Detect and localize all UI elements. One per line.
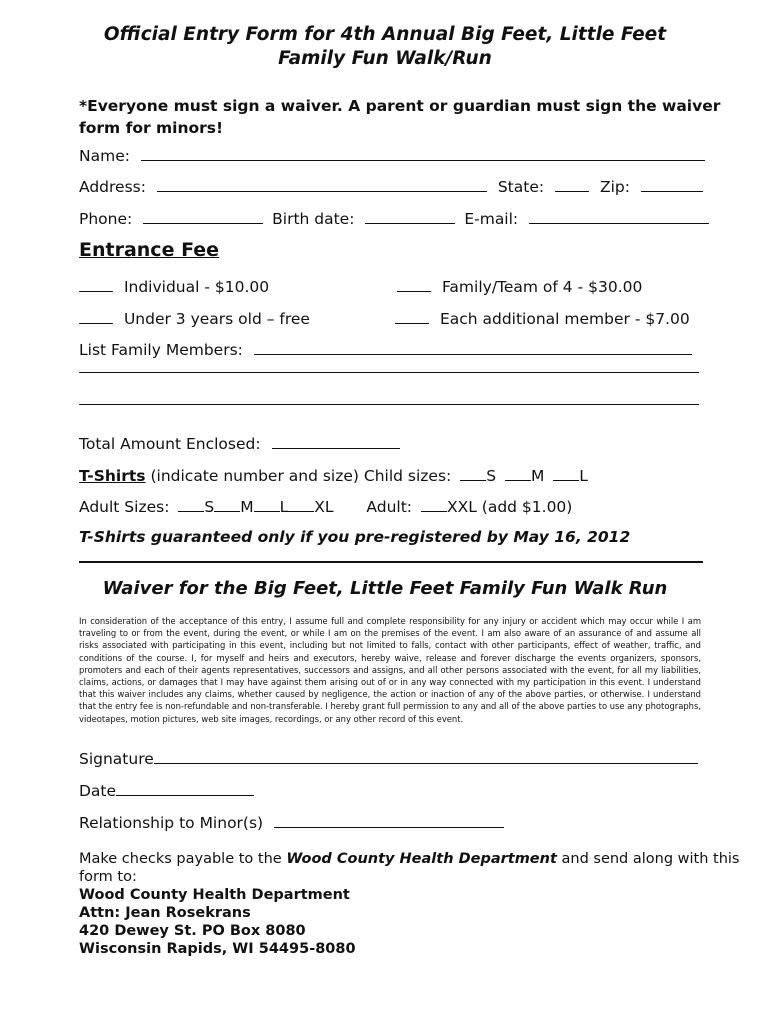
- name-field[interactable]: [141, 146, 705, 161]
- address-row: [79, 177, 703, 196]
- email-field[interactable]: [529, 209, 709, 224]
- additional-label: Each additional member - $7.00: [439, 310, 690, 328]
- family-team-blank[interactable]: [397, 277, 431, 292]
- relationship-label: Relationship to Minor(s): [79, 814, 264, 832]
- family-members-row: [79, 340, 692, 359]
- form-title-line2: Family Fun Walk/Run: [278, 48, 492, 69]
- adult-m-blank[interactable]: [214, 497, 240, 512]
- child-l-label: L: [579, 467, 588, 485]
- under3-label: Under 3 years old – free: [123, 310, 310, 328]
- family-members-field[interactable]: [254, 340, 692, 355]
- state-field[interactable]: [555, 177, 589, 192]
- waiver-notice-line2: form for minors!: [79, 119, 224, 137]
- fee-family-row: [397, 277, 642, 296]
- phone-label: Phone:: [79, 210, 133, 228]
- mailing-address-line1: Wood County Health Department: [79, 887, 350, 903]
- email-label: E-mail:: [464, 210, 519, 228]
- individual-label: Individual - $10.00: [123, 278, 270, 296]
- payment-pre-text: Make checks payable to the: [79, 851, 282, 867]
- mailing-address-line4: Wisconsin Rapids, WI 54495-8080: [79, 941, 356, 957]
- waiver-body-text: In consideration of the acceptance of this entry, I assume full and complete responsibility for any injury or accident which may occur while I am traveling to or from the event, during the event, or while I am on the premises of the event. I am also aware of an assurance of and assume all risks associated with participating in this event, including but not limited to falls, contact with other participants, effect of weather, traffic, and conditions of the course. I, for myself and heirs and executors, hereby waive, release and forever discharge the events organizers, sponsors, promoters and each of their agents representatives, successors and assigns, and all other persons associated with the event, for all my liabilities, claims, actions, or damages that I may have against them arising out of or in any way connected with my participation in this event. I understand that this waiver includes any claims, whether caused by negligence, the action or inaction of any of the above parties, or otherwise. I understand that the entry fee is non-refundable and non-transferable. I hereby grant full permission to any and all of the above parties to use any photographs, videotapes, motion pictures, web site images, recordings, or any other record of this event.: [79, 616, 701, 724]
- name-row: [79, 146, 705, 165]
- form-title-line1: Official Entry Form for 4th Annual Big Feet, Little Feet: [103, 24, 667, 45]
- child-s-blank[interactable]: [460, 466, 486, 481]
- additional-blank[interactable]: [395, 309, 429, 324]
- tshirt-guarantee-note: T-Shirts guaranteed only if you pre-registered by May 16, 2012: [79, 528, 631, 546]
- zip-field[interactable]: [641, 177, 703, 192]
- payment-instructions-line1: [79, 851, 740, 867]
- payment-org-name: Wood County Health Department: [286, 851, 557, 867]
- mailing-address-line3: 420 Dewey St. PO Box 8080: [79, 923, 306, 939]
- relationship-row: [79, 813, 504, 832]
- adult-xl-label: XL: [314, 498, 334, 516]
- state-label: State:: [497, 178, 545, 196]
- total-row: [79, 434, 400, 453]
- date-label: Date: [79, 782, 117, 800]
- family-team-label: Family/Team of 4 - $30.00: [441, 278, 643, 296]
- family-members-line-3[interactable]: [79, 404, 699, 405]
- signature-label: Signature: [79, 750, 154, 768]
- birth-date-field[interactable]: [365, 209, 455, 224]
- adult-xxl-label: XXL (add $1.00): [446, 498, 573, 516]
- date-field[interactable]: [116, 781, 254, 796]
- address-field[interactable]: [157, 177, 487, 192]
- adult-sizes-label: Adult Sizes:: [79, 498, 170, 516]
- adult-s-blank[interactable]: [178, 497, 204, 512]
- waiver-title: Waiver for the Big Feet, Little Feet Family Fun Walk Run: [102, 578, 668, 599]
- tshirts-label: T-Shirts: [79, 467, 146, 485]
- adult2-label: Adult:: [366, 498, 413, 516]
- phone-row: [79, 209, 709, 228]
- tshirts-instruction: (indicate number and size) Child sizes:: [150, 467, 452, 485]
- fee-additional-row: [395, 309, 690, 328]
- family-members-line-2[interactable]: [79, 372, 699, 373]
- signature-field[interactable]: [154, 749, 698, 764]
- fee-individual-row: [79, 277, 269, 296]
- date-row: [79, 781, 254, 800]
- mailing-address-line2: Attn: Jean Rosekrans: [79, 905, 251, 921]
- waiver-notice-line1: *Everyone must sign a waiver. A parent or guardian must sign the waiver: [79, 97, 721, 115]
- entrance-fee-heading: Entrance Fee: [79, 239, 220, 261]
- child-l-blank[interactable]: [553, 466, 579, 481]
- zip-label: Zip:: [599, 178, 630, 196]
- adult-sizes-row: [79, 497, 572, 516]
- name-label: Name:: [79, 147, 130, 165]
- adult-l-label: L: [279, 498, 289, 516]
- child-m-blank[interactable]: [505, 466, 531, 481]
- under3-blank[interactable]: [79, 309, 113, 324]
- total-field[interactable]: [272, 434, 400, 449]
- adult-l-blank[interactable]: [254, 497, 280, 512]
- section-divider: [79, 561, 703, 563]
- individual-blank[interactable]: [79, 277, 113, 292]
- child-m-label: M: [530, 467, 545, 485]
- tshirts-row: [79, 466, 588, 485]
- payment-instructions-line2: form to:: [79, 869, 137, 885]
- address-label: Address:: [79, 178, 146, 196]
- fee-under3-row: [79, 309, 310, 328]
- adult-xxl-blank[interactable]: [421, 497, 447, 512]
- child-s-label: S: [486, 467, 497, 485]
- total-label: Total Amount Enclosed:: [79, 435, 261, 453]
- birth-date-label: Birth date:: [272, 210, 355, 228]
- adult-m-label: M: [240, 498, 254, 516]
- relationship-field[interactable]: [274, 813, 504, 828]
- adult-s-label: S: [204, 498, 215, 516]
- phone-field[interactable]: [143, 209, 263, 224]
- family-members-label: List Family Members:: [79, 341, 243, 359]
- payment-post-text: and send along with this: [561, 851, 740, 867]
- adult-xl-blank[interactable]: [288, 497, 314, 512]
- signature-row: [79, 749, 698, 768]
